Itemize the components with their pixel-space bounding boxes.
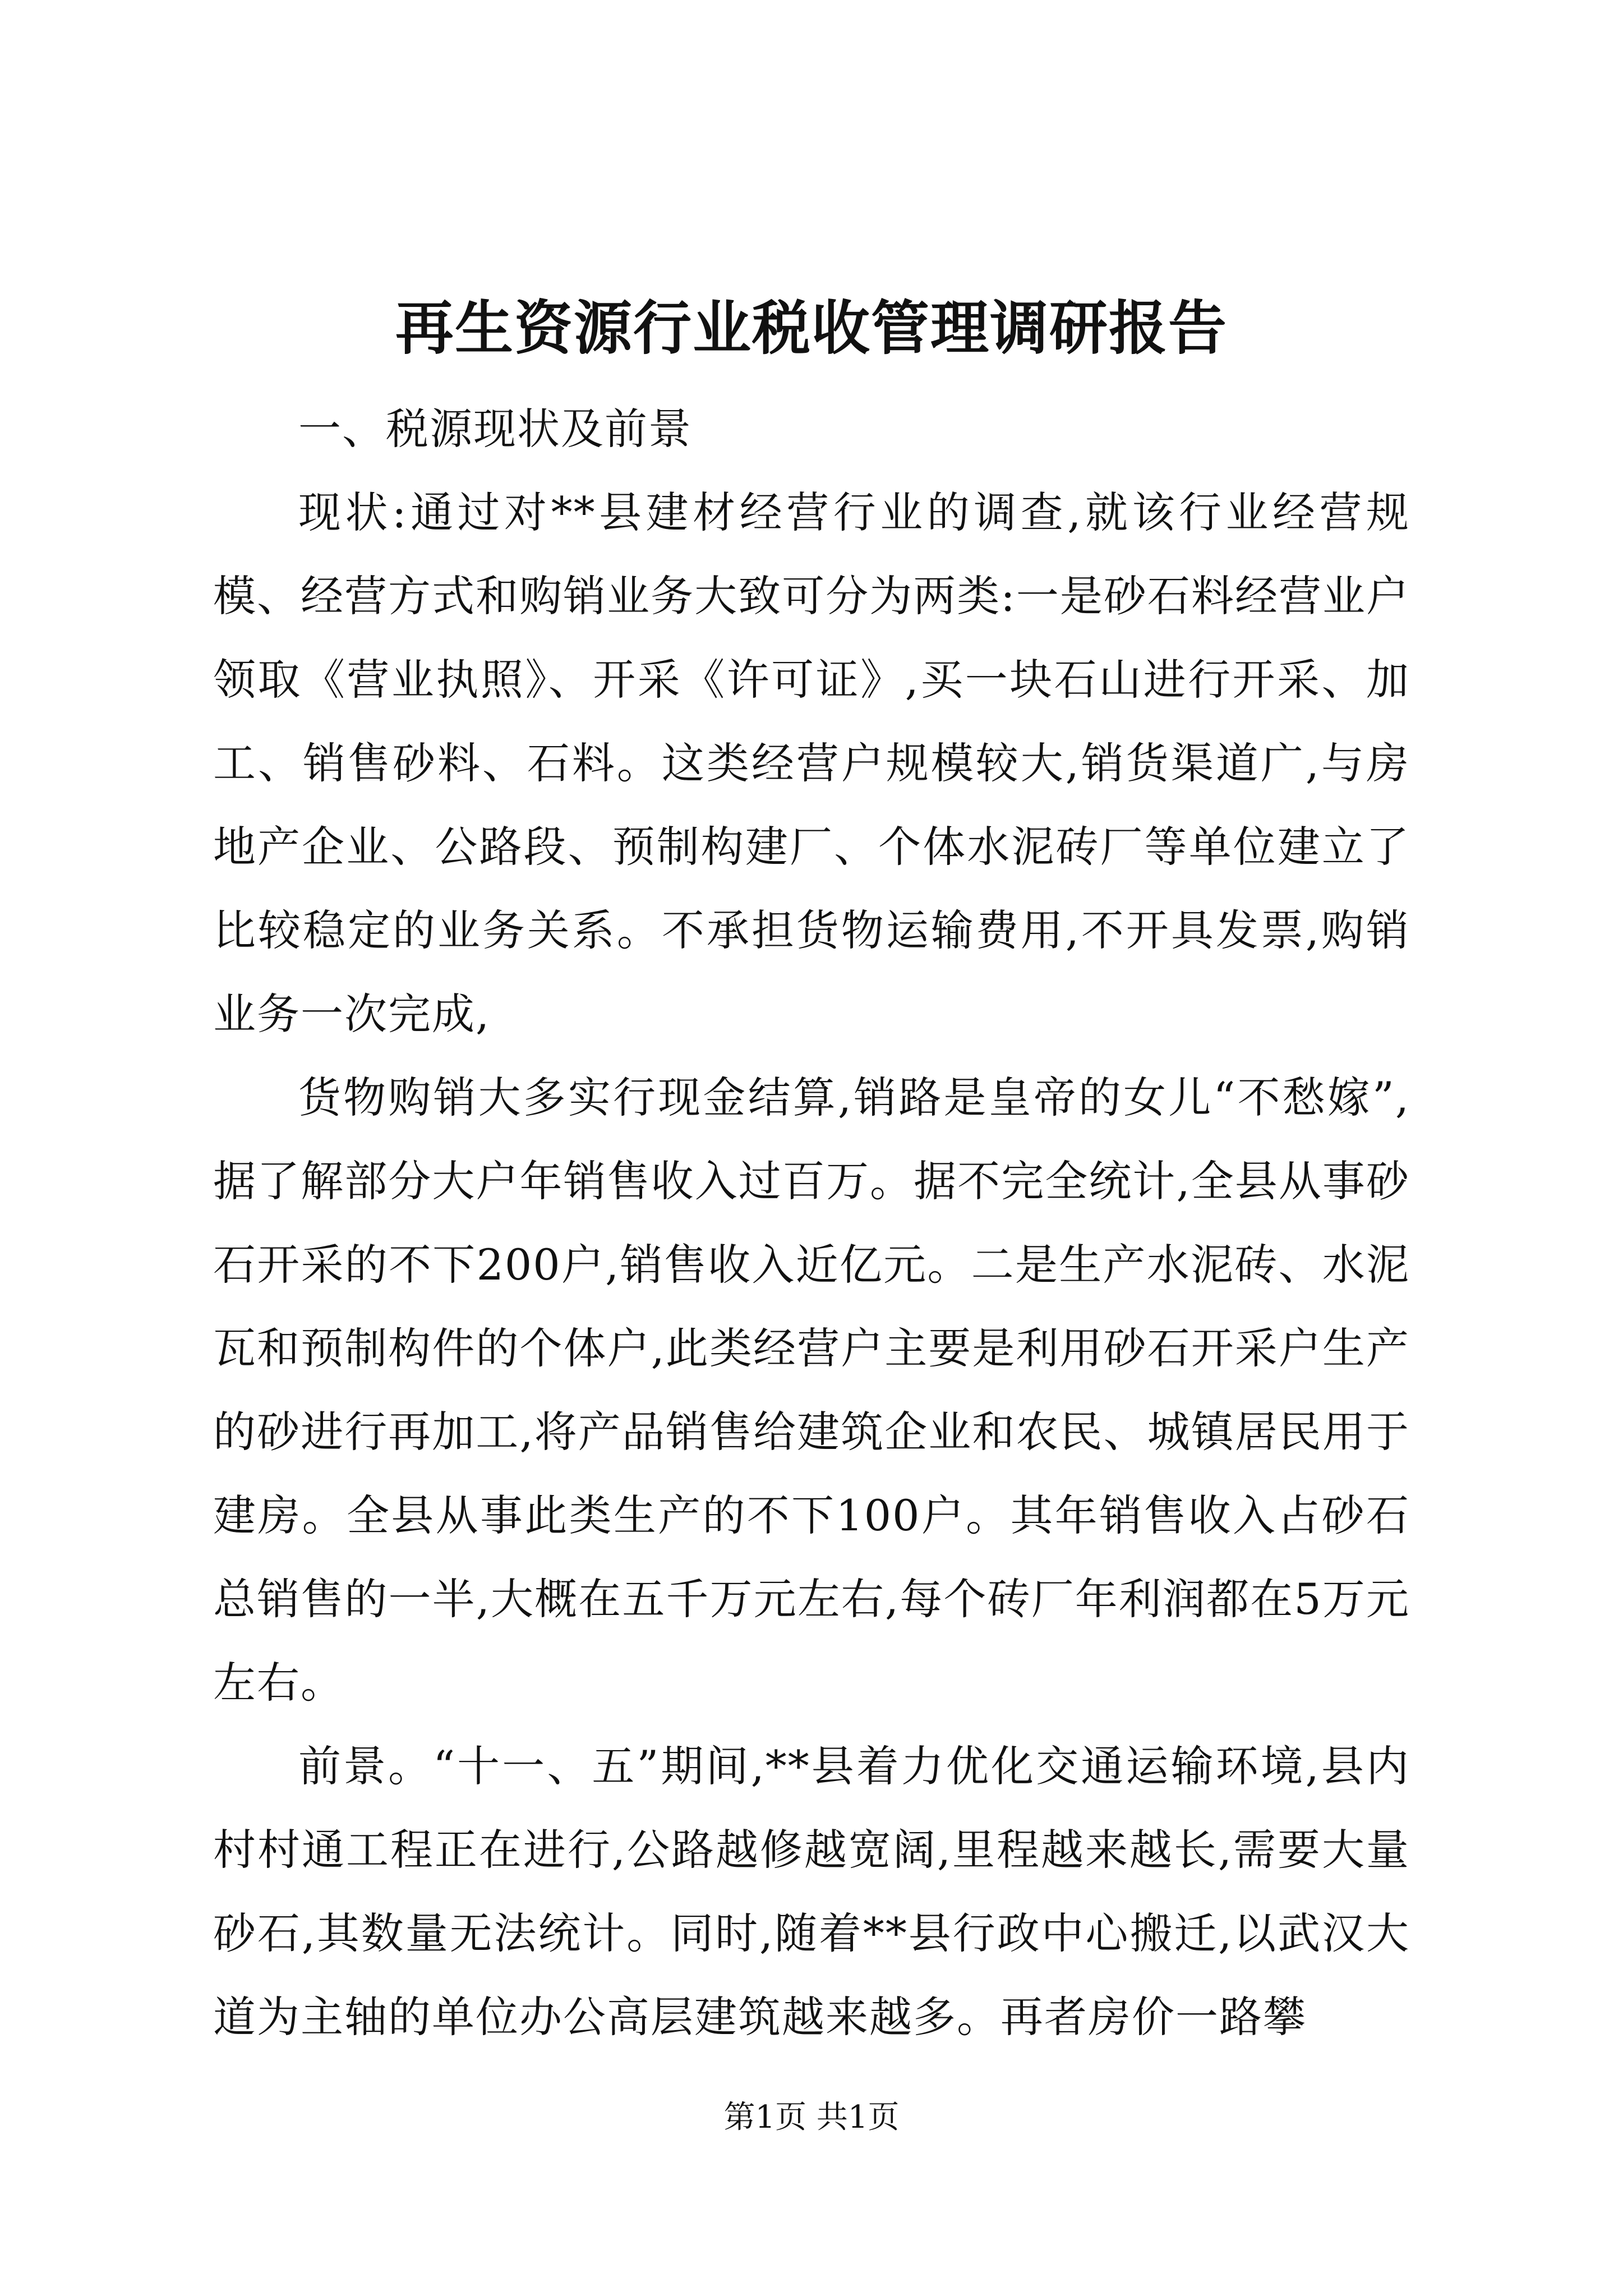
document-body (213, 387, 1410, 2059)
paragraph-prospects: 前景。“十一、五”期间,**县着力优化交通运输环境,县内村村通工程正在进行,公路越修越宽阔,里程越来越长,需要大量砂石,其数量无法统计。同时,随着**县行政中心搬迁,以武汉大道为主轴的单位办公高层建筑越来越多。再者房价一路攀 (213, 1741, 1410, 2042)
paragraph-sales: 货物购销大多实行现金结算,销路是皇帝的女儿“不愁嫁”,据了解部分大户年销售收入过百万。据不完全统计,全县从事砂石开采的不下200户,销售收入近亿元。二是生产水泥砖、水泥瓦和预制构件的个体户,此类经营户主要是利用砂石开采户生产的砂进行再加工,将产品销售给建筑企业和农民、城镇居民用于建房。全县从事此类生产的不下100户。其年销售收入占砂石总销售的一半,大概在五千万元左右,每个砖厂年利润都在5万元左右。 (213, 1073, 1410, 1708)
section-heading: 一、税源现状及前景 (298, 404, 692, 454)
paragraph-status: 现状:通过对**县建材经营行业的调查,就该行业经营规模、经营方式和购销业务大致可分为两类:一是砂石料经营业户领取《营业执照》、开采《许可证》,买一块石山进行开采、加工、销售砂料、石料。这类经营户规模较大,销货渠道广,与房地产企业、公路段、预制构建厂、个体水泥砖厂等单位建立了比较稳定的业务关系。不承担货物运输费用,不开具发票,购销业务一次完成, (213, 487, 1410, 1039)
page-footer: 第1页 共1页 (723, 2099, 900, 2136)
document-title: 再生资源行业税收管理调研报告 (395, 293, 1228, 362)
